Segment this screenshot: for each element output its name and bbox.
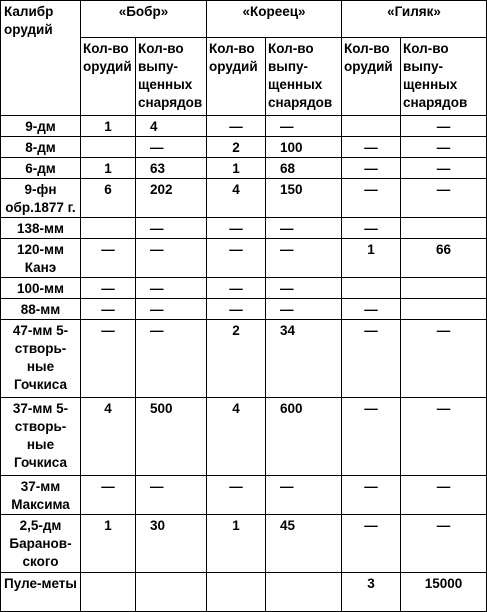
value-cell: 1 xyxy=(81,515,136,573)
value-cell: — xyxy=(81,299,136,320)
caliber-cell: Пуле-меты xyxy=(1,573,81,612)
value-cell: — xyxy=(401,476,487,515)
value-cell: — xyxy=(266,278,342,299)
value-cell: 2 xyxy=(207,137,266,158)
table-row xyxy=(1,116,487,137)
value-cell: 4 xyxy=(207,179,266,218)
subheader-cell: Кол-во орудий xyxy=(342,38,401,116)
caliber-cell: 120-мм Канэ xyxy=(1,239,81,278)
value-cell: 4 xyxy=(207,398,266,476)
value-cell: 45 xyxy=(266,515,342,573)
value-cell: — xyxy=(136,320,207,398)
value-cell: 4 xyxy=(136,116,207,137)
caliber-cell: 37-мм 5-створь-ные Гочкиса xyxy=(1,398,81,476)
value-cell: — xyxy=(81,320,136,398)
value-cell: 68 xyxy=(266,158,342,179)
value-cell: — xyxy=(136,299,207,320)
value-cell: 500 xyxy=(136,398,207,476)
table-row xyxy=(1,398,487,476)
value-cell xyxy=(266,573,342,612)
subheader-cell: Кол-во выпу-щенных снарядов xyxy=(401,38,487,116)
corner-label: Калибр орудий xyxy=(4,4,54,37)
value-cell: — xyxy=(342,179,401,218)
value-cell: 600 xyxy=(266,398,342,476)
ship-header-row xyxy=(1,1,487,38)
value-cell: 202 xyxy=(136,179,207,218)
value-cell: — xyxy=(207,116,266,137)
value-cell: — xyxy=(401,158,487,179)
value-cell xyxy=(342,116,401,137)
table-row xyxy=(1,515,487,573)
value-cell: 1 xyxy=(81,158,136,179)
value-cell: — xyxy=(342,218,401,239)
value-cell: — xyxy=(342,398,401,476)
caliber-cell: 6-дм xyxy=(1,158,81,179)
value-cell xyxy=(207,573,266,612)
caliber-cell: 88-мм xyxy=(1,299,81,320)
value-cell: — xyxy=(266,218,342,239)
caliber-cell: 9-дм xyxy=(1,116,81,137)
value-cell: — xyxy=(207,218,266,239)
value-cell: — xyxy=(136,218,207,239)
value-cell: — xyxy=(136,137,207,158)
table-row xyxy=(1,239,487,278)
value-cell xyxy=(81,573,136,612)
value-cell: 30 xyxy=(136,515,207,573)
caliber-cell: 9-фн обр.1877 г. xyxy=(1,179,81,218)
value-cell: 100 xyxy=(266,137,342,158)
value-cell: — xyxy=(401,137,487,158)
value-cell: — xyxy=(401,116,487,137)
value-cell: — xyxy=(266,239,342,278)
subheader-cell: Кол-во выпу-щенных снарядов xyxy=(266,38,342,116)
value-cell: — xyxy=(266,476,342,515)
table-row xyxy=(1,299,487,320)
value-cell: — xyxy=(207,476,266,515)
value-cell: 3 xyxy=(342,573,401,612)
value-cell xyxy=(81,137,136,158)
value-cell: 63 xyxy=(136,158,207,179)
value-cell xyxy=(401,278,487,299)
value-cell xyxy=(81,218,136,239)
value-cell: — xyxy=(136,239,207,278)
value-cell: — xyxy=(207,239,266,278)
caliber-cell: 8-дм xyxy=(1,137,81,158)
value-cell xyxy=(401,218,487,239)
caliber-cell: 47-мм 5-створь-ные Гочкиса xyxy=(1,320,81,398)
value-cell: — xyxy=(81,239,136,278)
value-cell: — xyxy=(81,476,136,515)
ship-header-koreets: «Кореец» xyxy=(207,1,342,38)
subheader-cell: Кол-во выпу-щенных снарядов xyxy=(136,38,207,116)
value-cell: 34 xyxy=(266,320,342,398)
value-cell: — xyxy=(401,179,487,218)
table-row xyxy=(1,179,487,218)
corner-header xyxy=(1,1,81,116)
value-cell: 150 xyxy=(266,179,342,218)
table-row xyxy=(1,218,487,239)
caliber-cell: 2,5-дм Баранов-ского xyxy=(1,515,81,573)
table-row xyxy=(1,278,487,299)
value-cell: 15000 xyxy=(401,573,487,612)
value-cell: — xyxy=(342,515,401,573)
value-cell: — xyxy=(401,398,487,476)
value-cell xyxy=(342,278,401,299)
value-cell: 1 xyxy=(207,158,266,179)
table-row xyxy=(1,158,487,179)
value-cell: 4 xyxy=(81,398,136,476)
ship-header-gilyak: «Гиляк» xyxy=(342,1,487,38)
table-row xyxy=(1,137,487,158)
value-cell: 6 xyxy=(81,179,136,218)
value-cell: — xyxy=(401,320,487,398)
value-cell xyxy=(136,573,207,612)
value-cell: 1 xyxy=(207,515,266,573)
ship-header-bobr: «Бобр» xyxy=(81,1,207,38)
table-row xyxy=(1,476,487,515)
value-cell: — xyxy=(342,137,401,158)
value-cell: — xyxy=(136,278,207,299)
value-cell: 1 xyxy=(81,116,136,137)
value-cell: — xyxy=(401,515,487,573)
value-cell: — xyxy=(136,476,207,515)
value-cell: — xyxy=(342,299,401,320)
table-row xyxy=(1,320,487,398)
value-cell: 66 xyxy=(401,239,487,278)
value-cell: — xyxy=(81,278,136,299)
value-cell: — xyxy=(342,158,401,179)
value-cell xyxy=(401,299,487,320)
caliber-cell: 100-мм xyxy=(1,278,81,299)
value-cell: — xyxy=(266,116,342,137)
value-cell: 2 xyxy=(207,320,266,398)
table-row xyxy=(1,573,487,612)
caliber-cell: 37-мм Максима xyxy=(1,476,81,515)
value-cell: — xyxy=(207,278,266,299)
value-cell: — xyxy=(207,299,266,320)
subheader-cell: Кол-во орудий xyxy=(207,38,266,116)
value-cell: — xyxy=(266,299,342,320)
value-cell: 1 xyxy=(342,239,401,278)
value-cell: — xyxy=(342,476,401,515)
subheader-cell: Кол-во орудий xyxy=(81,38,136,116)
caliber-cell: 138-мм xyxy=(1,218,81,239)
value-cell: — xyxy=(342,320,401,398)
